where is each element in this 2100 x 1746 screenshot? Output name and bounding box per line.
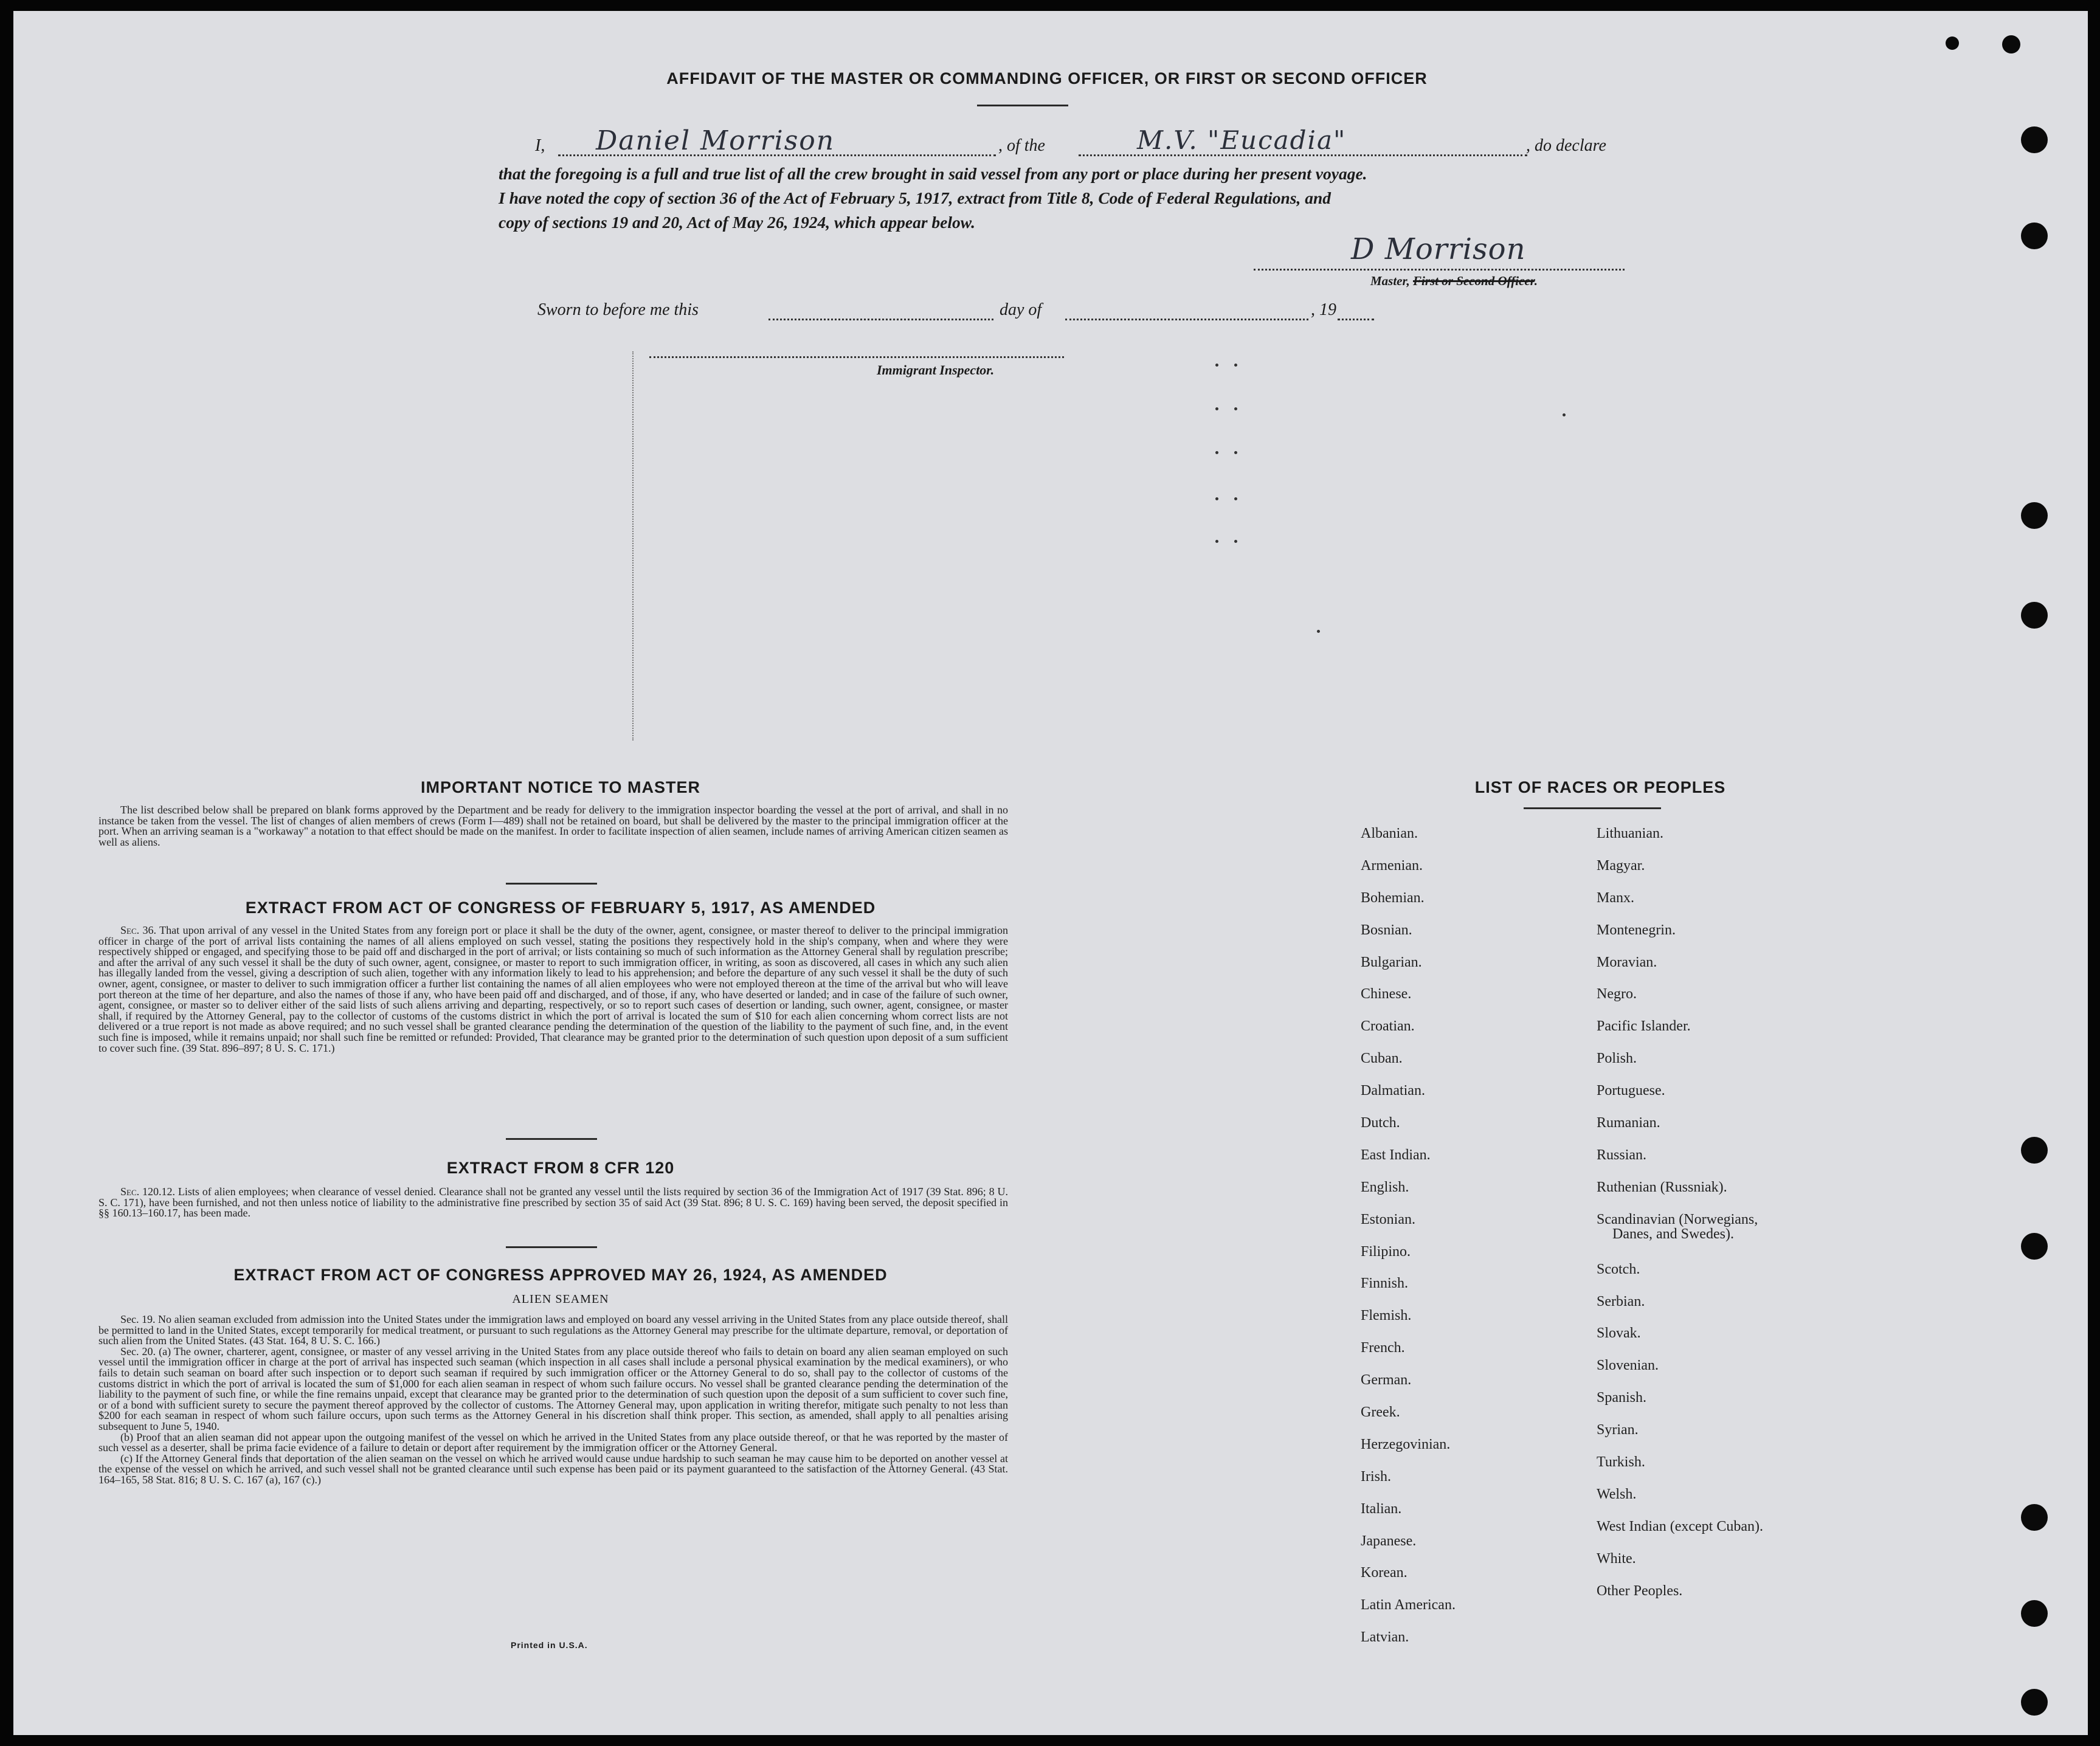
year-label: , 19 bbox=[1311, 300, 1336, 319]
sec-19-paragraph: Sec. 19. No alien seaman excluded from admission into the United States under the immigration laws and employed on board any vessel arriving in the United States from any place outside thereof, shall be permitted to land in the United States, except temporarily for medical treatment, or pursuant to such regulations as the Attorney General may prescribe for the ultimate departure, removal, or deportation of such alien from the United States. (43 Stat. 164, 8 U. S. C. 166.) bbox=[98, 1313, 1008, 1347]
race-item: Latvian. bbox=[1361, 1629, 1409, 1646]
signer-period: . bbox=[1534, 274, 1538, 288]
race-item: Filipino. bbox=[1361, 1243, 1411, 1260]
extract-1924-title: EXTRACT FROM ACT OF CONGRESS APPROVED MAY 26, 1924, AS AMENDED bbox=[233, 1266, 888, 1284]
race-item: Welsh. bbox=[1597, 1486, 1637, 1502]
speck bbox=[1234, 407, 1237, 410]
punch-hole bbox=[2021, 1689, 2048, 1716]
sec-36-label: Sec. 36. bbox=[120, 924, 157, 936]
race-item: Finnish. bbox=[1361, 1275, 1409, 1292]
race-item: East Indian. bbox=[1361, 1147, 1431, 1163]
race-item: Negro. bbox=[1597, 986, 1637, 1002]
races-column-1 bbox=[1361, 824, 1456, 1660]
punch-hole bbox=[2021, 223, 2048, 249]
races-title: LIST OF RACES OR PEOPLES bbox=[1474, 778, 1726, 796]
race-item: Italian. bbox=[1361, 1500, 1402, 1517]
signer-master: Master, bbox=[1370, 274, 1410, 288]
declarant-name-field[interactable] bbox=[558, 125, 996, 156]
signer-struck: First or Second Officer bbox=[1413, 274, 1535, 288]
punch-hole bbox=[2002, 35, 2020, 53]
race-item: Portuguese. bbox=[1597, 1083, 1665, 1099]
day-of-label: day of bbox=[1000, 300, 1042, 319]
punch-hole bbox=[2021, 1137, 2048, 1164]
sworn-month-field[interactable] bbox=[1065, 308, 1308, 320]
master-signature: D Morrison bbox=[1351, 232, 1526, 266]
sec-120-label: Sec. 120.12. bbox=[120, 1185, 176, 1198]
vessel-name-field[interactable] bbox=[1079, 125, 1527, 156]
race-item: Rumanian. bbox=[1597, 1115, 1660, 1131]
race-item: Danes, and Swedes). bbox=[1612, 1226, 1734, 1242]
alien-seamen-subtitle: ALIEN SEAMEN bbox=[512, 1292, 609, 1306]
sworn-year-field[interactable] bbox=[1338, 308, 1374, 320]
punch-hole bbox=[1946, 36, 1959, 50]
race-item: Herzegovinian. bbox=[1361, 1436, 1451, 1452]
declarant-name: Daniel Morrison bbox=[596, 125, 835, 156]
race-item: Albanian. bbox=[1361, 826, 1418, 841]
punch-hole bbox=[2021, 1504, 2048, 1531]
punch-hole bbox=[2021, 126, 2048, 153]
race-item: White. bbox=[1597, 1550, 1636, 1567]
race-item: Irish. bbox=[1361, 1468, 1391, 1485]
do-declare-label: , do declare bbox=[1526, 136, 1606, 155]
sec-36-text: That upon arrival of any vessel in the United States from any foreign port or place it shall be the duty of the owner, agent, consignee, or master thereof to deliver to the principal immigration officer in charge of the port of arrival lists containing the names of all aliens employed on such vessel, stating the positions they respectively hold in the ship's company, when and where they were respectively shipped or engaged, and specifying those to be paid off and discharged in the port of arrival; or lists containing so much of such information as the Attorney General shall by regulation prescribe; and after the arrival of any such vessel it shall be the duty of such owner, agent, consignee, or master to report to such immigration officer, in writing, as soon as discovered, all cases in which any such alien has illegally landed from the vessel, giving a description of such alien, together with any information likely to lead to his apprehension; and before the departure of any such vessel it shall be the duty of such owner, agent, consignee, or master to deliver to such immigration officer a further list containing the names of all alien employees who were not employed thereon at the time of the arrival but who will leave port thereon at the time of her departure, and also the names of those if any, who have been paid off and discharged, and of those, if any, who have deserted or landed; and in case of the failure of such owner, agent, consignee, or master so to deliver either of the said lists of such aliens arriving and departing, respectively, or so to report such cases of desertion or landing, such owner, agent, consignee, or master shall, if required by the Attorney General, pay to the collector of customs of the customs district in which the port of arrival is located the sum of $10 for each alien concerning whom correct lists are not delivered or a true report is not made as above required; and no such vessel shall be granted clearance pending the determination of the question of the liability to the payment of such fine, and, in the event such fine is imposed, while it remains unpaid; nor shall such fine be remitted or refunded: Provided, That clearance may be granted prior to the determination of such question upon deposit of a sum sufficient to cover such fine. (39 Stat. 896–897; 8 U. S. C. 171.) bbox=[98, 924, 1009, 1054]
sworn-label: Sworn to before me this bbox=[537, 300, 699, 319]
extract-cfr-text bbox=[98, 1187, 1008, 1219]
race-item: Estonian. bbox=[1361, 1211, 1415, 1227]
statement-line-3: copy of sections 19 and 20, Act of May 26, 1924, which appear below. bbox=[499, 213, 975, 232]
extract-1917-text bbox=[98, 925, 1008, 1054]
statement-line-1: that the foregoing is a full and true list of all the crew brought in said vessel from any port or place during her present voyage. bbox=[499, 164, 1367, 183]
race-item: Pacific Islander. bbox=[1597, 1018, 1691, 1035]
race-item: Ruthenian (Russniak). bbox=[1597, 1179, 1727, 1195]
speck bbox=[1215, 407, 1218, 410]
speck bbox=[1215, 364, 1218, 367]
race-item: German. bbox=[1361, 1372, 1412, 1389]
inspector-signature-field[interactable] bbox=[649, 347, 1064, 358]
race-item: Moravian. bbox=[1597, 954, 1657, 970]
punch-hole bbox=[2021, 1600, 2048, 1627]
race-item: Russian. bbox=[1597, 1147, 1647, 1163]
speck bbox=[1234, 364, 1237, 367]
form-page bbox=[13, 11, 2088, 1735]
notice-title: IMPORTANT NOTICE TO MASTER bbox=[421, 778, 700, 796]
printed-in-usa: Printed in U.S.A. bbox=[511, 1640, 588, 1650]
vessel-name: M.V. "Eucadia" bbox=[1137, 125, 1347, 155]
race-item: Dalmatian. bbox=[1361, 1083, 1425, 1099]
notice-text bbox=[98, 805, 1008, 847]
race-item: Polish. bbox=[1597, 1051, 1637, 1067]
i-label: I, bbox=[535, 136, 545, 155]
race-item: French. bbox=[1361, 1340, 1405, 1356]
speck bbox=[1317, 630, 1320, 633]
race-item: Korean. bbox=[1361, 1565, 1407, 1581]
races-title-underline bbox=[1524, 807, 1661, 809]
section-divider bbox=[506, 883, 597, 885]
speck bbox=[1215, 540, 1218, 543]
statement-line-2: I have noted the copy of section 36 of the Act of February 5, 1917, extract from Title 8, Code of Federal Regulations, and bbox=[499, 188, 1331, 207]
signer-title bbox=[1370, 274, 1538, 289]
extract-1917-title: EXTRACT FROM ACT OF CONGRESS OF FEBRUARY 5, 1917, AS AMENDED bbox=[245, 899, 876, 917]
race-item: Greek. bbox=[1361, 1404, 1400, 1421]
race-item: Croatian. bbox=[1361, 1018, 1415, 1035]
race-item: Syrian. bbox=[1597, 1422, 1639, 1438]
race-item: Bosnian. bbox=[1361, 922, 1412, 938]
race-item: Cuban. bbox=[1361, 1051, 1403, 1067]
speck bbox=[1234, 497, 1237, 500]
extract-1924-text bbox=[98, 1314, 1008, 1486]
race-item: Turkish. bbox=[1597, 1454, 1645, 1471]
speck bbox=[1234, 451, 1237, 454]
race-item: Other Peoples. bbox=[1597, 1582, 1683, 1599]
of-the-label: , of the bbox=[998, 136, 1045, 155]
race-item: Scotch. bbox=[1597, 1261, 1640, 1277]
sworn-date-field[interactable] bbox=[769, 308, 993, 320]
punch-hole bbox=[2021, 602, 2048, 629]
race-item: Flemish. bbox=[1361, 1308, 1412, 1324]
inspector-label: Immigrant Inspector. bbox=[877, 362, 995, 378]
speck bbox=[1563, 413, 1566, 416]
race-item: Serbian. bbox=[1597, 1293, 1645, 1310]
race-item: Manx. bbox=[1597, 889, 1634, 906]
sec-20c-paragraph: (c) If the Attorney General finds that deportation of the alien seaman on the vessel on which he arrived would cause undue hardship to such seaman he may cause him to be deported on another vessel at the expense of the vessel on which he arrived, and such vessel shall not be granted clearance until such expense has been paid or its payment guaranteed to the satisfaction of the Attorney General. (43 Stat. 164–165, 58 Stat. 816; 8 U. S. C. 167 (a), 167 (c).) bbox=[98, 1452, 1008, 1486]
race-item: Latin American. bbox=[1361, 1597, 1456, 1613]
punch-hole bbox=[2021, 1233, 2048, 1260]
race-item: Slovak. bbox=[1597, 1325, 1641, 1342]
race-item: Slovenian. bbox=[1597, 1358, 1659, 1374]
extract-cfr-title: EXTRACT FROM 8 CFR 120 bbox=[446, 1159, 675, 1177]
speck bbox=[1215, 497, 1218, 500]
race-item: Armenian. bbox=[1361, 857, 1423, 874]
sec-120-text: Lists of alien employees; when clearance of vessel denied. Clearance shall not be granted any vessel until the lists required by section 36 of the Immigration Act of 1917 (39 Stat. 896; 8 U. S. C. 171), have been furnished, and not then unless notice of liability to the administrative fine prescribed by section 35 of said Act (39 Stat. 896; 8 U. S. C. 169) having been served, the deposit specified in §§ 160.13–160.17, has been made. bbox=[98, 1185, 1009, 1220]
races-column-2 bbox=[1597, 824, 1763, 1613]
race-item: Bulgarian. bbox=[1361, 954, 1422, 970]
title-underline bbox=[977, 105, 1068, 106]
affidavit-title: AFFIDAVIT OF THE MASTER OR COMMANDING OFFICER, OR FIRST OR SECOND OFFICER bbox=[666, 69, 1428, 88]
race-item: Chinese. bbox=[1361, 986, 1412, 1002]
notice-paragraph: The list described below shall be prepared on blank forms approved by the Department and be ready for delivery to the immigration inspector boarding the vessel at the port of arrival, and shall in no instance be taken from the vessel. The list of changes of alien members of crews (Form I—489) shall not be retained on board, but shall be delivered by the master to the principal immigration officer at the port. When an arriving seaman is a "workaway" a notation to that effect should be made on the manifest. In order to facilitate inspection of alien seamen, include names of arriving American citizen seamen as well as aliens. bbox=[98, 804, 1009, 848]
race-item: English. bbox=[1361, 1179, 1409, 1195]
race-item: Lithuanian. bbox=[1597, 826, 1663, 841]
sec-20b-paragraph: (b) Proof that an alien seaman did not appear upon the outgoing manifest of the vessel on which he arrived in the United States from any place outside thereof, or that he was reported by the master of such vessel as a deserter, shall be prima facie evidence of a failure to detain or deport after requirement by the immigration officer or the Attorney General. bbox=[98, 1430, 1008, 1454]
punch-hole bbox=[2021, 502, 2048, 529]
speck bbox=[1234, 540, 1237, 543]
signature-field[interactable] bbox=[1254, 232, 1625, 271]
section-divider bbox=[506, 1246, 597, 1248]
race-item: Montenegrin. bbox=[1597, 922, 1676, 938]
race-item: Spanish. bbox=[1597, 1390, 1647, 1406]
race-item: Bohemian. bbox=[1361, 889, 1425, 906]
race-item: Japanese. bbox=[1361, 1533, 1417, 1549]
race-item: West Indian (except Cuban). bbox=[1597, 1518, 1763, 1534]
race-item: Scandinavian (Norwegians, bbox=[1597, 1211, 1758, 1227]
race-item: Magyar. bbox=[1597, 857, 1645, 874]
extract-1917-paragraph bbox=[98, 925, 1008, 1054]
sec-20a-paragraph: Sec. 20. (a) The owner, charterer, agent, consignee, or master of any vessel arriving in the United States from any place outside thereof who fails to detain on board any alien seaman employed on such vessel until the immigration officer in charge at the port of arrival has inspected such seaman (which inspection in all cases shall include a personal physical examination by the medical examiners), or who fails to detain such seaman on board after such inspection or to deport such seaman if required by such immigration officer or the Attorney General to do so, shall pay to the collector of customs of the customs district in which the port of arrival is located the sum of $1,000 for each alien seaman in respect of whom such failure occurs. No vessel shall be granted clearance pending the determination of the liability to the payment of such fine, or while the fine remains unpaid, except that clearance may be granted prior to the determination of such question upon the deposit of a sum sufficient to cover such fine, or of a bond with sufficient surety to secure the payment thereof approved by the collector of customs. The Attorney General may, upon application in writing therefor, mitigate such penalty to not less than $200 for each seaman in respect of whom such failure occurs, upon such terms as the Attorney General in his discretion shall think proper. This section, as amended, shall apply to all penalties arising subsequent to June 5, 1940. bbox=[98, 1345, 1008, 1432]
extract-cfr-paragraph bbox=[98, 1187, 1008, 1219]
column-guide bbox=[632, 351, 634, 740]
race-item: Dutch. bbox=[1361, 1115, 1400, 1131]
section-divider bbox=[506, 1138, 597, 1140]
speck bbox=[1215, 451, 1218, 454]
